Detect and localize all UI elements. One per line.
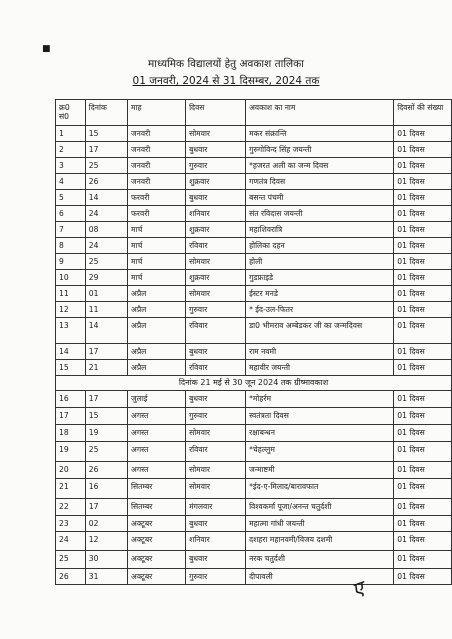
day-count-cell: 01 दिवस: [394, 158, 452, 174]
month-cell: सितम्बर: [128, 479, 186, 499]
day-count-cell: 01 दिवस: [394, 391, 452, 408]
date-cell: 26: [85, 174, 127, 190]
table-row: [56, 206, 452, 222]
month-cell: फरवरी: [128, 206, 186, 222]
serial-cell: 2: [56, 142, 86, 158]
header-holiday-name: अवकाश का नाम: [246, 100, 394, 126]
month-cell: मार्च: [128, 222, 186, 238]
serial-cell: 14: [56, 344, 86, 360]
weekday-cell: बुधवार: [186, 190, 246, 206]
holiday-name-cell: मकर संक्रान्ति: [246, 126, 394, 142]
table-row: [56, 516, 452, 532]
date-cell: 02: [85, 516, 127, 532]
holiday-name-cell: विश्वकर्मा पूजा/अनन्त चतुर्दशी: [246, 499, 394, 516]
header-serial: क्र0 सं0: [56, 100, 86, 126]
weekday-cell: रविवार: [186, 318, 246, 344]
serial-cell: 21: [56, 479, 86, 499]
weekday-cell: गुरुवार: [186, 408, 246, 425]
holiday-name-cell: जन्माष्टमी: [246, 462, 394, 479]
holiday-name-cell: स्वतंत्रता दिवस: [246, 408, 394, 425]
table-row: [56, 318, 452, 344]
weekday-cell: सोमवार: [186, 254, 246, 270]
document-title: माध्यमिक विद्यालयों हेतु अवकाश तालिका: [148, 58, 304, 70]
weekday-cell: सोमवार: [186, 286, 246, 302]
table-row: [56, 158, 452, 174]
table-row: [56, 551, 452, 569]
table-header-row: [56, 100, 452, 126]
holiday-name-cell: महाशिवरात्रि: [246, 222, 394, 238]
holiday-name-cell: बसन्त पंचमी: [246, 190, 394, 206]
weekday-cell: बुधवार: [186, 516, 246, 532]
table-row: [56, 479, 452, 499]
holiday-name-cell: *चेहल्लुम: [246, 442, 394, 462]
holiday-name-cell: गुडफ्राइडे: [246, 270, 394, 286]
table-row: [56, 442, 452, 462]
day-count-cell: 01 दिवस: [394, 302, 452, 318]
table-row: [56, 408, 452, 425]
summer-break-section: [56, 376, 452, 391]
month-cell: अप्रैल: [128, 318, 186, 344]
date-cell: 17: [85, 499, 127, 516]
table-row: [56, 270, 452, 286]
holiday-name-cell: राम नवमी: [246, 344, 394, 360]
table-row: [56, 190, 452, 206]
weekday-cell: बुधवार: [186, 391, 246, 408]
serial-cell: 22: [56, 499, 86, 516]
serial-cell: 24: [56, 532, 86, 551]
serial-cell: 8: [56, 238, 86, 254]
weekday-cell: शनिवार: [186, 532, 246, 551]
date-cell: 25: [85, 442, 127, 462]
month-cell: जनवरी: [128, 126, 186, 142]
day-count-cell: 01 दिवस: [394, 532, 452, 551]
table-row: [56, 360, 452, 376]
month-cell: जनवरी: [128, 142, 186, 158]
weekday-cell: बुधवार: [186, 344, 246, 360]
weekday-cell: रविवार: [186, 442, 246, 462]
weekday-cell: शुक्रवार: [186, 270, 246, 286]
table-row: [56, 254, 452, 270]
month-cell: जनवरी: [128, 158, 186, 174]
month-cell: जुलाई: [128, 391, 186, 408]
table-row: [56, 286, 452, 302]
date-cell: 25: [85, 254, 127, 270]
day-count-cell: 01 दिवस: [394, 222, 452, 238]
month-cell: अक्टूबर: [128, 516, 186, 532]
holiday-name-cell: *हजरत अली का जन्म दिवस: [246, 158, 394, 174]
month-cell: मार्च: [128, 254, 186, 270]
month-cell: फरवरी: [128, 190, 186, 206]
weekday-cell: सोमवार: [186, 126, 246, 142]
serial-cell: 4: [56, 174, 86, 190]
holiday-name-cell: गणतंत्र दिवस: [246, 174, 394, 190]
holiday-name-cell: गुरुगोविन्द सिंह जयन्ती: [246, 142, 394, 158]
date-cell: 17: [85, 391, 127, 408]
holiday-name-cell: दीपावली: [246, 569, 394, 585]
table-row: [56, 174, 452, 190]
serial-cell: 12: [56, 302, 86, 318]
month-cell: अगस्त: [128, 408, 186, 425]
month-cell: अक्टूबर: [128, 532, 186, 551]
holiday-name-cell: नरक चतुर्दशी: [246, 551, 394, 569]
serial-cell: 23: [56, 516, 86, 532]
table-row: [56, 222, 452, 238]
holiday-name-cell: * ईद-उल-फितर: [246, 302, 394, 318]
day-count-cell: 01 दिवस: [394, 174, 452, 190]
holiday-name-cell: होली: [246, 254, 394, 270]
day-count-cell: 01 दिवस: [394, 344, 452, 360]
month-cell: अगस्त: [128, 425, 186, 442]
weekday-cell: बुधवार: [186, 551, 246, 569]
month-cell: अगस्त: [128, 442, 186, 462]
month-cell: अप्रैल: [128, 302, 186, 318]
day-count-cell: 01 दिवस: [394, 499, 452, 516]
day-count-cell: 01 दिवस: [394, 360, 452, 376]
date-cell: 14: [85, 190, 127, 206]
serial-cell: 6: [56, 206, 86, 222]
date-cell: 17: [85, 142, 127, 158]
header-day: दिवस: [186, 100, 246, 126]
weekday-cell: बुधवार: [186, 142, 246, 158]
holiday-name-cell: *मोहर्रम: [246, 391, 394, 408]
day-count-cell: 01 दिवस: [394, 462, 452, 479]
month-cell: अक्टूबर: [128, 569, 186, 585]
date-cell: 15: [85, 126, 127, 142]
day-count-cell: 01 दिवस: [394, 442, 452, 462]
day-count-cell: 01 दिवस: [394, 190, 452, 206]
weekday-cell: रविवार: [186, 238, 246, 254]
weekday-cell: मंगलवार: [186, 499, 246, 516]
day-count-cell: 01 दिवस: [394, 142, 452, 158]
weekday-cell: शनिवार: [186, 206, 246, 222]
weekday-cell: शुक्रवार: [186, 174, 246, 190]
serial-cell: 7: [56, 222, 86, 238]
serial-cell: 10: [56, 270, 86, 286]
month-cell: अगस्त: [128, 462, 186, 479]
weekday-cell: गुरुवार: [186, 302, 246, 318]
table-row: [56, 238, 452, 254]
day-count-cell: 01 दिवस: [394, 270, 452, 286]
signature: ए: [348, 575, 368, 603]
serial-cell: 19: [56, 442, 86, 462]
holiday-name-cell: डा0 भीमराव अम्बेडकर जी का जन्मदिवस: [246, 318, 394, 344]
table-row: [56, 425, 452, 442]
holiday-name-cell: महात्मा गांधी जयन्ती: [246, 516, 394, 532]
day-count-cell: 01 दिवस: [394, 551, 452, 569]
summer-break-row: [56, 376, 452, 391]
holiday-name-cell: रक्षाबन्धन: [246, 425, 394, 442]
serial-cell: 17: [56, 408, 86, 425]
day-count-cell: 01 दिवस: [394, 479, 452, 499]
serial-cell: 16: [56, 391, 86, 408]
month-cell: सितम्बर: [128, 499, 186, 516]
weekday-cell: रविवार: [186, 360, 246, 376]
day-count-cell: 01 दिवस: [394, 318, 452, 344]
date-cell: 29: [85, 270, 127, 286]
date-cell: 24: [85, 238, 127, 254]
table-row: [56, 126, 452, 142]
table-row: [56, 142, 452, 158]
serial-cell: 9: [56, 254, 86, 270]
date-cell: 14: [85, 318, 127, 344]
date-cell: 01: [85, 286, 127, 302]
month-cell: जनवरी: [128, 174, 186, 190]
date-cell: 30: [85, 551, 127, 569]
holiday-name-cell: दशहरा महानवमी/विजय दशमी: [246, 532, 394, 551]
header-date: दिनांक: [85, 100, 127, 126]
corner-mark: ■: [42, 44, 51, 54]
weekday-cell: गुरुवार: [186, 569, 246, 585]
header-month: माह: [128, 100, 186, 126]
header-day-count: दिवसों की संख्या: [394, 100, 452, 126]
serial-cell: 13: [56, 318, 86, 344]
serial-cell: 5: [56, 190, 86, 206]
day-count-cell: 01 दिवस: [394, 516, 452, 532]
month-cell: अप्रैल: [128, 360, 186, 376]
serial-cell: 20: [56, 462, 86, 479]
table-row: [56, 302, 452, 318]
day-count-cell: 01 दिवस: [394, 569, 452, 585]
serial-cell: 3: [56, 158, 86, 174]
month-cell: अप्रैल: [128, 286, 186, 302]
table-row: [56, 499, 452, 516]
serial-cell: 11: [56, 286, 86, 302]
date-cell: 19: [85, 425, 127, 442]
date-cell: 21: [85, 360, 127, 376]
day-count-cell: 01 दिवस: [394, 206, 452, 222]
date-cell: 16: [85, 479, 127, 499]
date-cell: 15: [85, 408, 127, 425]
serial-cell: 18: [56, 425, 86, 442]
weekday-cell: सोमवार: [186, 425, 246, 442]
holiday-name-cell: ईस्टर मनडे: [246, 286, 394, 302]
serial-cell: 1: [56, 126, 86, 142]
holiday-name-cell: संत रविदास जयन्ती: [246, 206, 394, 222]
month-cell: अप्रैल: [128, 344, 186, 360]
weekday-cell: गुरुवार: [186, 158, 246, 174]
date-cell: 11: [85, 302, 127, 318]
holiday-table: [55, 99, 452, 585]
document-subtitle: 01 जनवरी, 2024 से 31 दिसम्बर, 2024 तक: [132, 75, 320, 87]
table-row: [56, 344, 452, 360]
date-cell: 12: [85, 532, 127, 551]
month-cell: अक्टूबर: [128, 551, 186, 569]
holiday-name-cell: *ईद-ए-मिलाद/बारावफात: [246, 479, 394, 499]
date-cell: 08: [85, 222, 127, 238]
month-cell: मार्च: [128, 270, 186, 286]
table-row: [56, 532, 452, 551]
day-count-cell: 01 दिवस: [394, 286, 452, 302]
date-cell: 31: [85, 569, 127, 585]
day-count-cell: 01 दिवस: [394, 408, 452, 425]
weekday-cell: सोमवार: [186, 479, 246, 499]
table-row: [56, 391, 452, 408]
date-cell: 17: [85, 344, 127, 360]
table-row: [56, 462, 452, 479]
table-row: [56, 569, 452, 585]
day-count-cell: 01 दिवस: [394, 238, 452, 254]
holiday-name-cell: महावीर जयन्ती: [246, 360, 394, 376]
rows-before-summer: [56, 126, 452, 376]
rows-after-summer: [56, 391, 452, 585]
day-count-cell: 01 दिवस: [394, 254, 452, 270]
date-cell: 24: [85, 206, 127, 222]
serial-cell: 15: [56, 360, 86, 376]
month-cell: मार्च: [128, 238, 186, 254]
weekday-cell: सोमवार: [186, 462, 246, 479]
summer-break-note: दिनांक 21 मई से 30 जून 2024 तक ग्रीष्मावकाश: [56, 376, 452, 391]
day-count-cell: 01 दिवस: [394, 126, 452, 142]
weekday-cell: शुक्रवार: [186, 222, 246, 238]
serial-cell: 26: [56, 569, 86, 585]
holiday-name-cell: होलिका दहन: [246, 238, 394, 254]
date-cell: 26: [85, 462, 127, 479]
serial-cell: 25: [56, 551, 86, 569]
day-count-cell: 01 दिवस: [394, 425, 452, 442]
date-cell: 25: [85, 158, 127, 174]
